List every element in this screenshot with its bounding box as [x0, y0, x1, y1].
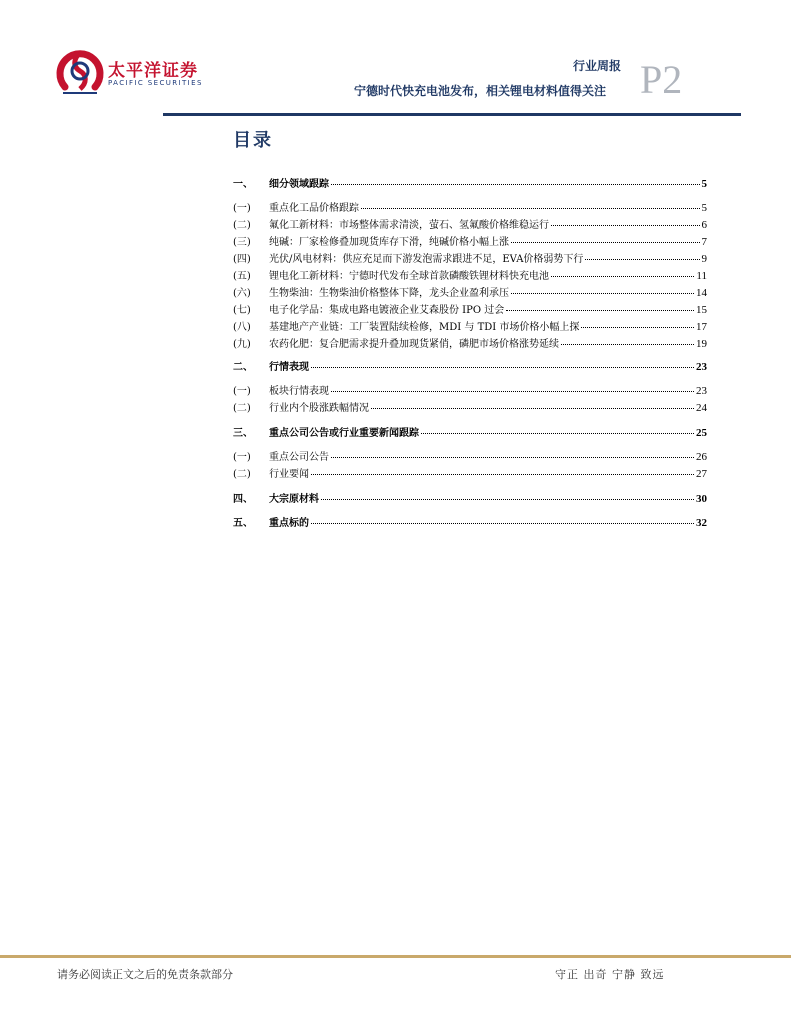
- toc-entry-title: 纯碱：厂家检修叠加现货库存下滑，纯碱价格小幅上涨: [269, 237, 509, 248]
- brand-name-cn: 太平洋证券: [108, 61, 198, 81]
- toc-entry[interactable]: [233, 200, 707, 216]
- footer-disclaimer: 请务必阅读正文之后的免责条款部分: [57, 968, 233, 981]
- toc-entry-page: 32: [696, 517, 707, 529]
- toc-entry[interactable]: [233, 449, 707, 465]
- toc-entry-page: 15: [696, 304, 707, 316]
- toc-entry[interactable]: [233, 234, 707, 250]
- toc-entry-title: 生物柴油：生物柴油价格整体下降，龙头企业盈利承压: [269, 288, 509, 299]
- brand-logo: [55, 43, 215, 103]
- toc-dot-leader: [331, 390, 694, 392]
- toc-dot-leader: [311, 522, 694, 524]
- toc-entry-title: 细分领域跟踪: [269, 179, 329, 190]
- toc-entry-number: (一): [233, 386, 251, 397]
- toc-dot-leader: [581, 326, 694, 328]
- toc-entry-title: 光伏/风电材料：供应充足而下游发泡需求跟进不足，EVA价格弱势下行: [269, 254, 584, 265]
- toc-entry-page: 5: [701, 202, 707, 214]
- toc-dot-leader: [585, 258, 699, 260]
- toc-entry-page: 6: [701, 219, 707, 231]
- toc-entry-page: 30: [696, 493, 707, 505]
- toc-entry[interactable]: [233, 400, 707, 416]
- toc-entry[interactable]: [233, 336, 707, 352]
- toc-entry-page: 27: [696, 468, 707, 480]
- toc-entry[interactable]: [233, 217, 707, 233]
- toc-entry-number: (一): [233, 452, 251, 463]
- toc-entry-title: 农药化肥：复合肥需求提升叠加现货紧俏，磷肥市场价格涨势延续: [269, 339, 559, 350]
- toc-entry[interactable]: [233, 302, 707, 318]
- toc-entry-number: (六): [233, 288, 251, 299]
- toc-entry[interactable]: [233, 176, 707, 192]
- toc-entry-number: 五、: [233, 518, 253, 529]
- toc-dot-leader: [506, 309, 694, 311]
- toc-entry-title: 重点标的: [269, 518, 309, 529]
- toc-dot-leader: [551, 275, 694, 277]
- toc-entry-page: 23: [696, 385, 707, 397]
- toc-dot-leader: [321, 498, 694, 500]
- toc-entry[interactable]: [233, 466, 707, 482]
- toc-entry-number: (一): [233, 203, 251, 214]
- toc-entry-number: 二、: [233, 362, 253, 373]
- toc-dot-leader: [331, 183, 700, 185]
- brand-name-en: PACIFIC SECURITIES: [108, 79, 203, 87]
- toc-entry-title: 电子化学品：集成电路电镀液企业艾森股份 IPO 过会: [269, 305, 505, 316]
- toc-entry-title: 行情表现: [269, 362, 309, 373]
- toc-entry-page: 14: [696, 287, 707, 299]
- toc-entry-title: 氟化工新材料：市场整体需求清淡，萤石、氢氟酸价格维稳运行: [269, 220, 549, 231]
- header-divider: [163, 113, 741, 116]
- toc-dot-leader: [511, 241, 700, 243]
- toc-dot-leader: [331, 456, 694, 458]
- toc-dot-leader: [311, 473, 694, 475]
- toc-entry[interactable]: [233, 383, 707, 399]
- toc-entry-number: 三、: [233, 428, 253, 439]
- toc-dot-leader: [511, 292, 694, 294]
- toc-dot-leader: [361, 207, 700, 209]
- toc-entry[interactable]: [233, 515, 707, 531]
- toc-dot-leader: [551, 224, 700, 226]
- toc-entry-number: 一、: [233, 179, 253, 190]
- toc-entry-title: 大宗原材料: [269, 494, 319, 505]
- toc-entry-number: (二): [233, 403, 251, 414]
- toc-entry-title: 行业内个股涨跌幅情况: [269, 403, 369, 414]
- toc-entry[interactable]: [233, 251, 707, 267]
- toc-dot-leader: [421, 432, 694, 434]
- toc-dot-leader: [561, 343, 694, 345]
- toc-entry-number: (五): [233, 271, 251, 282]
- toc-entry-page: 24: [696, 402, 707, 414]
- toc-entry-page: 17: [696, 321, 707, 333]
- toc-entry-title: 重点化工品价格跟踪: [269, 203, 359, 214]
- report-type: 行业周报: [573, 59, 622, 73]
- toc-entry-number: (九): [233, 339, 251, 350]
- toc-dot-leader: [311, 366, 694, 368]
- toc-entry-page: 5: [701, 178, 707, 190]
- toc-dot-leader: [371, 407, 694, 409]
- toc-entry-page: 7: [701, 236, 707, 248]
- toc-entry-title: 重点公司公告或行业重要新闻跟踪: [269, 428, 419, 439]
- toc-entry[interactable]: [233, 285, 707, 301]
- toc-entry-number: (三): [233, 237, 251, 248]
- report-title: 宁德时代快充电池发布，相关锂电材料值得关注: [354, 84, 607, 98]
- toc-entry-page: 23: [696, 361, 707, 373]
- toc-entry[interactable]: [233, 359, 707, 375]
- toc-entry-number: (四): [233, 254, 251, 265]
- toc-entry-number: (七): [233, 305, 251, 316]
- toc-title: 目录: [233, 130, 273, 151]
- toc-entry-number: (二): [233, 220, 251, 231]
- toc-entry-number: (二): [233, 469, 251, 480]
- toc-entry-page: 19: [696, 338, 707, 350]
- toc-entry-title: 板块行情表现: [269, 386, 329, 397]
- toc-entry-page: 25: [696, 427, 707, 439]
- toc-entry-title: 重点公司公告: [269, 452, 329, 463]
- page-number: P2: [640, 57, 683, 102]
- toc-entry[interactable]: [233, 268, 707, 284]
- toc-entry-page: 9: [701, 253, 707, 265]
- toc-entry[interactable]: [233, 491, 707, 507]
- toc-entry-page: 11: [696, 270, 707, 282]
- footer-motto: 守正 出奇 宁静 致远: [555, 968, 665, 981]
- toc-entry-number: (八): [233, 322, 251, 333]
- toc-entry-title: 锂电化工新材料：宁德时代发布全球首款磷酸铁锂材料快充电池: [269, 271, 549, 282]
- toc-entry[interactable]: [233, 319, 707, 335]
- pacific-securities-logo-icon: [55, 43, 105, 99]
- toc-entry-title: 行业要闻: [269, 469, 309, 480]
- toc-entry-number: 四、: [233, 494, 253, 505]
- toc-entry[interactable]: [233, 425, 707, 441]
- toc-entry-title: 基建地产产业链：工厂装置陆续检修，MDI 与 TDI 市场价格小幅上探: [269, 322, 580, 333]
- toc-entry-page: 26: [696, 451, 707, 463]
- footer-divider: [0, 955, 791, 958]
